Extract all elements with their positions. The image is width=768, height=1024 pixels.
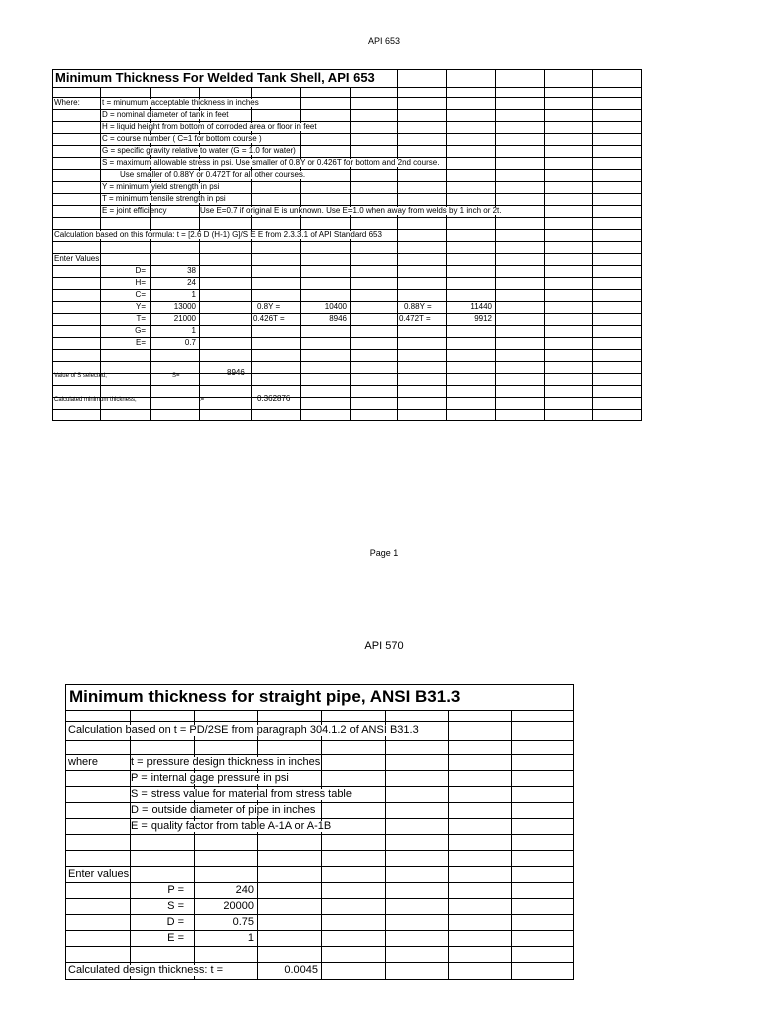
derived-label-0472t: 0.472T = — [399, 314, 431, 323]
where-label: where — [68, 756, 98, 768]
sheet-api653 — [52, 69, 642, 421]
grid-vline — [65, 684, 66, 980]
enter-values-label: Enter Values — [54, 254, 100, 263]
input-value-y[interactable]: 13000 — [173, 302, 196, 311]
grid-vline — [257, 710, 258, 980]
input-label-e: E= — [135, 338, 146, 347]
page1-header: API 653 — [367, 36, 401, 46]
derived-value-0426t: 8946 — [329, 314, 347, 323]
derived-value-08y: 10400 — [324, 302, 347, 311]
grid-vline — [448, 710, 449, 980]
result-value: 0.0045 — [284, 964, 318, 976]
definition-t: t = pressure design thickness in inches — [131, 756, 321, 768]
grid-vline — [100, 87, 101, 421]
input-label-e: E = — [167, 932, 184, 944]
s-selected-label: Value of S selected, — [54, 373, 107, 379]
thickness-value: 0.362876 — [257, 394, 291, 403]
input-label-d: D= — [135, 266, 146, 275]
input-label-g: G= — [135, 326, 146, 335]
sheet-title: Minimum Thickness For Welded Tank Shell, API 653 — [55, 70, 375, 85]
definition-h: H = liquid height from bottom of corroded area or floor in feet — [102, 122, 317, 131]
page-footer: Page 1 — [369, 548, 399, 558]
input-label-p: P = — [167, 884, 184, 896]
definition-c: C = course number ( C=1 for bottom course ) — [102, 134, 262, 143]
s-selected-value: 8946 — [227, 368, 245, 377]
formula-line: Calculation based on this formula: t = [2.6 D (H-1) G]/S E E from 2.3.3.1 of API Standard 653 — [54, 230, 382, 239]
where-label: Where: — [54, 98, 80, 107]
definition-e-note: Use E=0.7 if original E is unknown. Use E=1.0 when away from welds by 1 inch or 2t. — [200, 206, 502, 215]
definition-tensile: T = minimum tensile strength in psi — [102, 194, 226, 203]
definition-t: t = minumum acceptable thickness in inches — [102, 98, 259, 107]
result-label: Calculated design thickness: t = — [68, 964, 224, 976]
definition-g: G = specific gravity relative to water (G = 1.0 for water) — [102, 146, 296, 155]
input-label-c: C= — [135, 290, 146, 299]
sheet-title: Minimum thickness for straight pipe, ANSI B31.3 — [69, 687, 461, 706]
formula-line: Calculation based on t = PD/2SE from paragraph 304.1.2 of ANSI B31.3 — [68, 724, 419, 736]
derived-label-088y: 0.88Y = — [404, 302, 432, 311]
derived-value-088y: 11440 — [470, 302, 492, 311]
grid-vline — [350, 87, 351, 421]
definition-e: E = quality factor from table A-1A or A-1B — [131, 820, 332, 832]
input-label-t: T= — [136, 314, 146, 323]
grid-vline — [573, 684, 574, 980]
input-value-d[interactable]: 38 — [187, 266, 196, 275]
definition-e: E = joint efficiency — [102, 206, 167, 215]
thickness-label: Calculated minimum thickness, — [54, 397, 137, 403]
definition-s-cont: Use smaller of 0.88Y or 0.472T for all other courses. — [120, 170, 306, 179]
derived-label-0426t: 0.426T = — [253, 314, 285, 323]
input-value-g[interactable]: 1 — [191, 326, 196, 335]
thickness-eq: t= — [199, 397, 205, 403]
input-value-e[interactable]: 1 — [247, 932, 254, 944]
derived-value-0472t: 9912 — [474, 314, 492, 323]
input-value-p[interactable]: 240 — [235, 884, 254, 896]
input-value-c[interactable]: 1 — [191, 290, 196, 299]
definition-d: D = outside diameter of pipe in inches — [131, 804, 316, 816]
s-selected-eq: S= — [172, 373, 180, 379]
derived-label-08y: 0.8Y = — [257, 302, 281, 311]
input-value-h[interactable]: 24 — [187, 278, 196, 287]
input-label-s: S = — [167, 900, 184, 912]
input-value-e[interactable]: 0.7 — [184, 338, 196, 347]
definition-d: D = nominal diameter of tank in feet — [102, 110, 229, 119]
input-label-d: D = — [166, 916, 184, 928]
definition-s: S = stress value for material from stress table — [131, 788, 352, 800]
page2-header: API 570 — [364, 640, 404, 652]
definition-p: P = internal gage pressure in psi — [131, 772, 289, 784]
input-label-h: H= — [135, 278, 146, 287]
sheet-api570 — [65, 684, 575, 980]
grid-vline — [300, 87, 301, 421]
grid-vline — [321, 710, 322, 980]
input-value-t[interactable]: 21000 — [173, 314, 196, 323]
grid-vline — [385, 710, 386, 980]
enter-values-label: Enter values — [68, 868, 130, 880]
grid-vline — [511, 710, 512, 980]
input-label-y: Y= — [135, 302, 146, 311]
definition-y: Y = minimum yield strength in psi — [102, 182, 220, 191]
definition-s: S = maximum allowable stress in psi. Use smaller of 0.8Y or 0.426T for bottom and 2nd course. — [102, 158, 440, 167]
input-value-s[interactable]: 20000 — [223, 900, 254, 912]
input-value-d[interactable]: 0.75 — [232, 916, 254, 928]
